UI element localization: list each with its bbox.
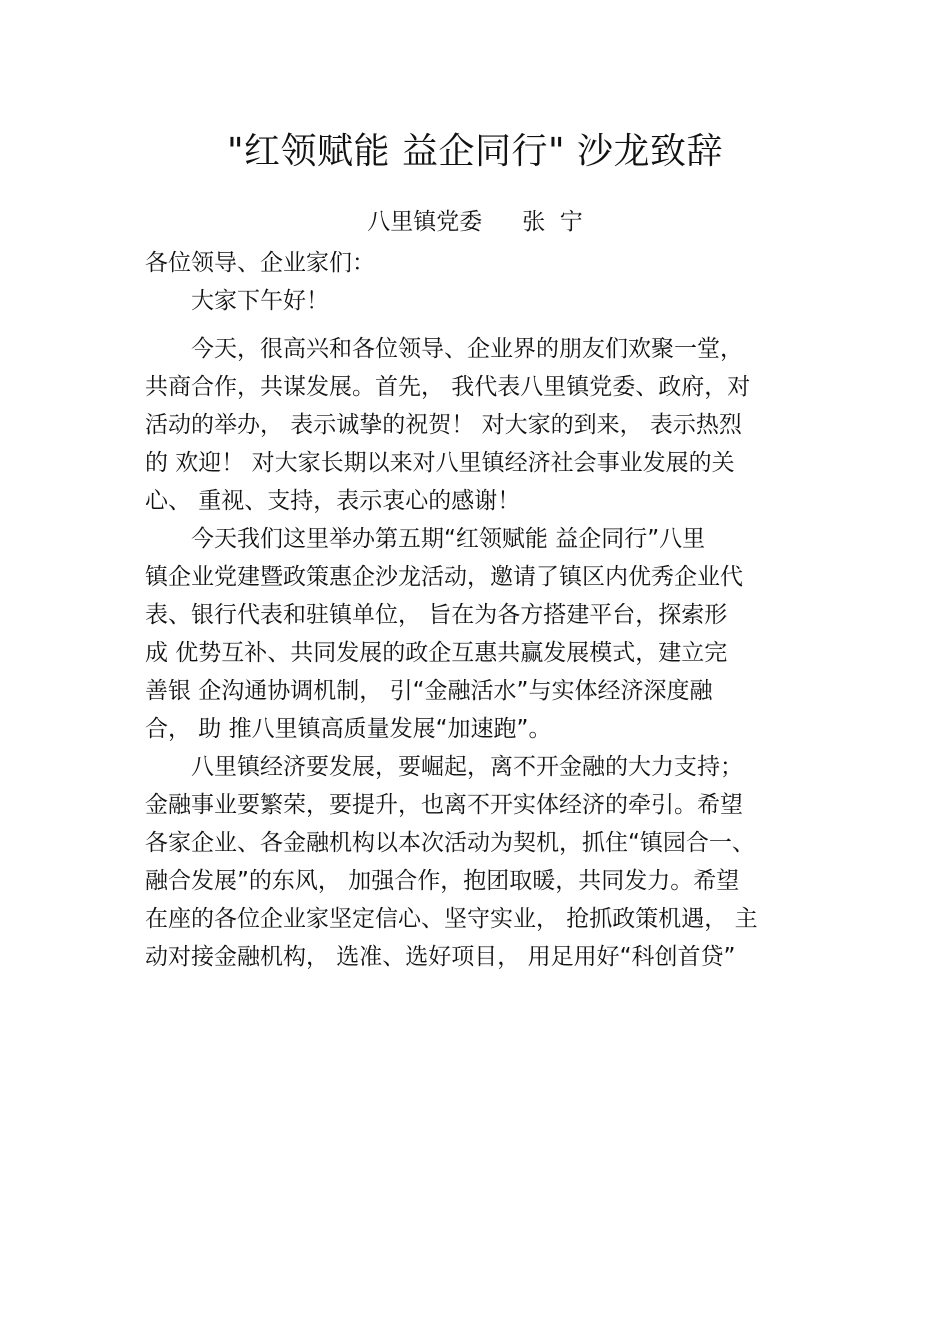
paragraph-line: 融合发展”的东风， 加强合作，抱团取暖，共同发力。希望: [145, 868, 740, 894]
salutation: 各位领导、企业家们：: [145, 250, 375, 276]
paragraph-line: 心、 重视、支持，表示衷心的感谢！: [145, 488, 521, 514]
paragraph-line: 各家企业、各金融机构以本次活动为契机，抓住“镇园合一、: [145, 830, 755, 856]
document-title: "红领赋能 益企同行" 沙龙致辞: [226, 131, 723, 172]
paragraph-2: [145, 520, 815, 748]
paragraph-line: 今天我们这里举办第五期“红领赋能 益企同行”八里: [191, 526, 706, 552]
paragraph-line: 的 欢迎！ 对大家长期以来对八里镇经济社会事业发展的关: [145, 450, 735, 476]
paragraph-line: 善银 企沟通协调机制， 引“金融活水”与实体经济深度融: [145, 678, 713, 704]
paragraph-line: 成 优势互补、共同发展的政企互惠共赢发展模式，建立完: [145, 640, 728, 666]
paragraph-3: [145, 748, 815, 976]
document-body: [145, 244, 815, 976]
paragraph-line: 今天，很高兴和各位领导、企业界的朋友们欢聚一堂，: [191, 336, 743, 362]
paragraph-line: 金融事业要繁荣，要提升，也离不开实体经济的牵引。希望: [145, 792, 743, 818]
byline-author: 张 宁: [522, 209, 583, 235]
paragraph-1: [145, 330, 815, 520]
byline: [0, 206, 950, 238]
paragraph-line: 表、银行代表和驻镇单位， 旨在为各方搭建平台，探索形: [145, 602, 728, 628]
paragraph-line: 合， 助 推八里镇高质量发展“加速跑”。: [145, 716, 552, 742]
paragraph-line: 活动的举办， 表示诚挚的祝贺！ 对大家的到来， 表示热烈: [145, 412, 742, 438]
byline-organization: 八里镇党委: [367, 209, 483, 235]
paragraph-line: 八里镇经济要发展，要崛起，离不开金融的大力支持；: [191, 754, 743, 780]
paragraph-line: 动对接金融机构， 选准、选好项目， 用足用好“科创首贷”: [145, 944, 736, 970]
paragraph-line: 镇企业党建暨政策惠企沙龙活动，邀请了镇区内优秀企业代: [145, 564, 743, 590]
greeting: 大家下午好！: [191, 288, 329, 314]
paragraph-line: 共商合作，共谋发展。首先， 我代表八里镇党委、政府，对: [145, 374, 751, 400]
paragraph-line: 在座的各位企业家坚定信心、坚守实业， 抢抓政策机遇， 主: [145, 906, 758, 932]
